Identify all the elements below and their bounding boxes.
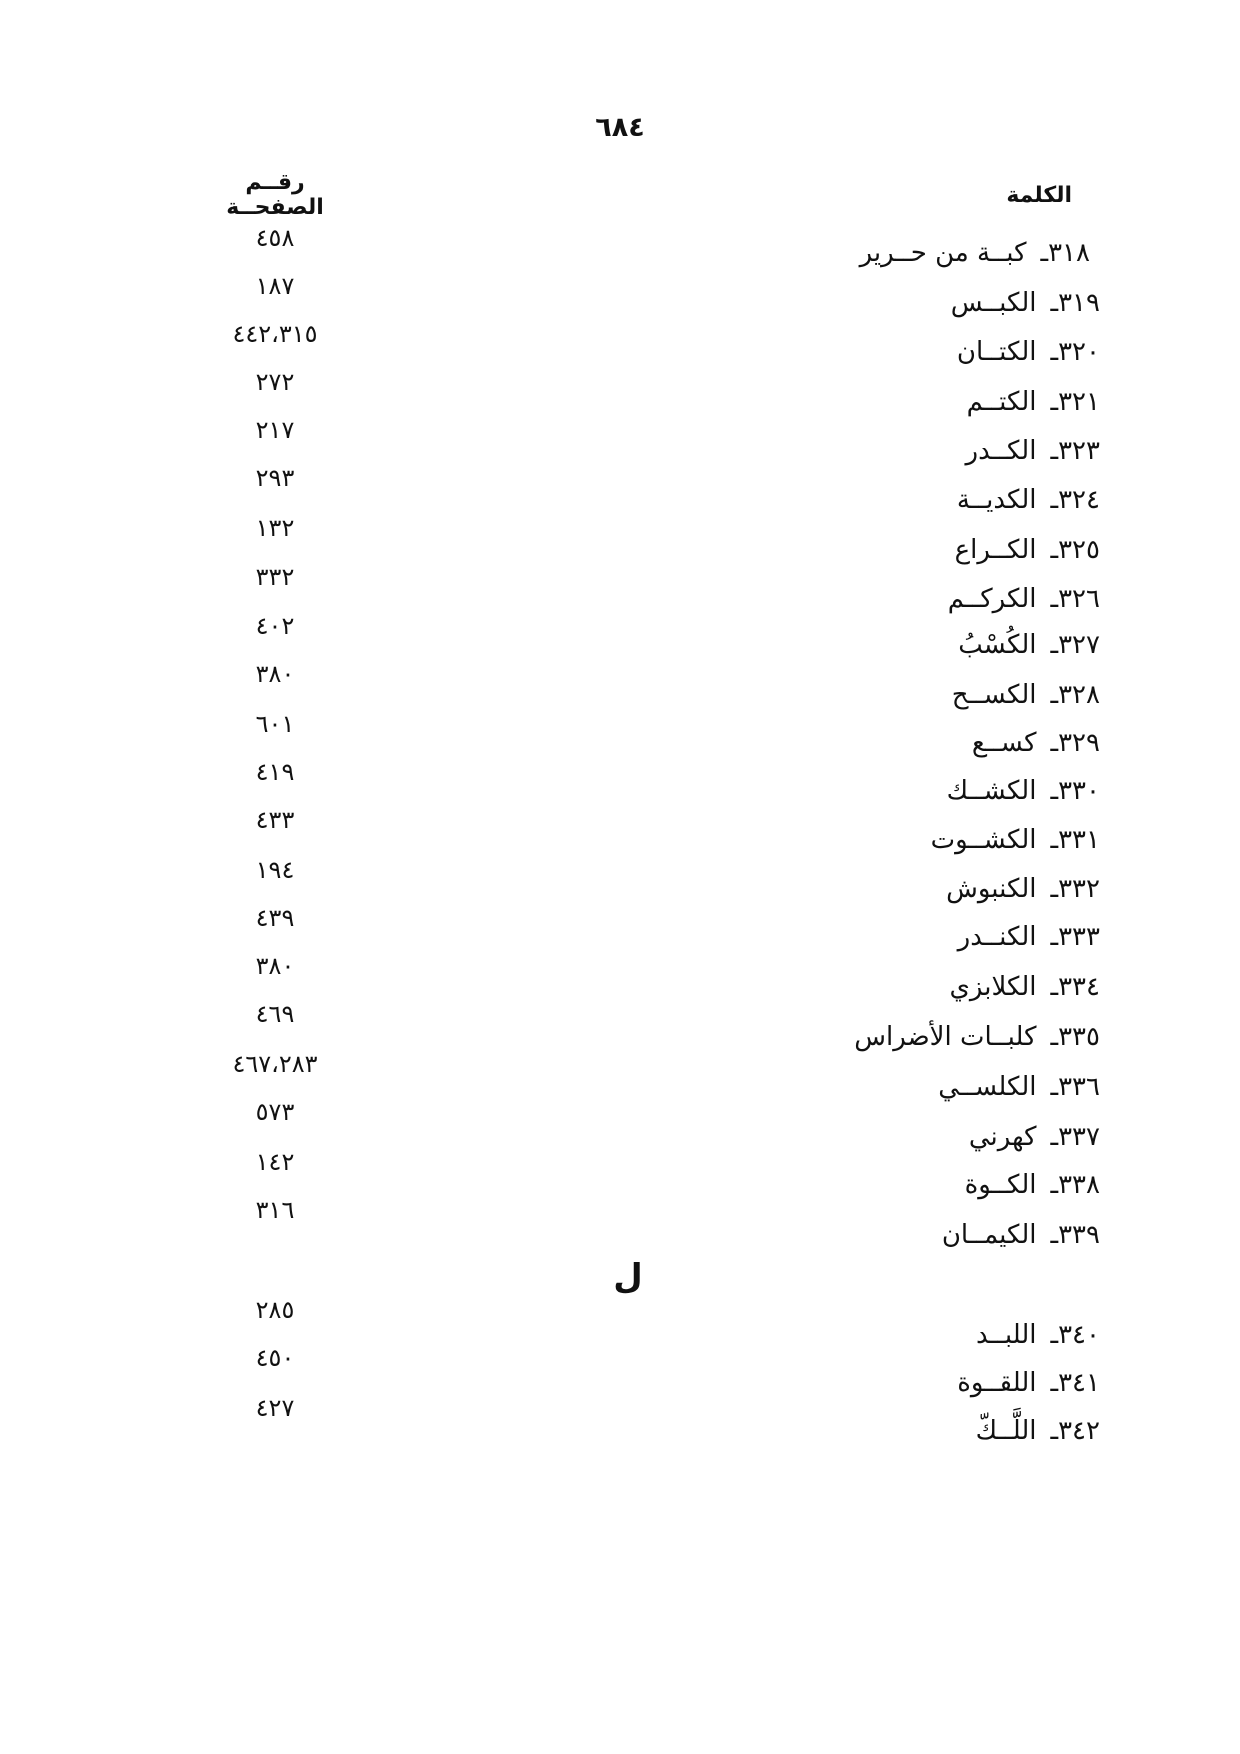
entry-number: ٣٤٠ـ: [1050, 1320, 1100, 1350]
column-header-word: الكلمة: [1006, 183, 1072, 208]
entry-number: ٣٣٣ـ: [1050, 922, 1100, 952]
entry-word: اللَّــكّ: [975, 1416, 1037, 1446]
entry-page-number: ٤٣٩: [255, 904, 295, 932]
entry-page-number: ٤٦٧،٢٨٣: [232, 1050, 318, 1078]
entry-word: الكــدر: [965, 436, 1037, 466]
index-entry: [972, 728, 1100, 758]
entry-word: الكنــدر: [957, 922, 1037, 952]
entry-word: الكــراع: [954, 535, 1037, 565]
entry-page-number: ٤٢٧: [255, 1394, 295, 1422]
index-entry: [966, 436, 1100, 466]
index-entry: [946, 874, 1100, 904]
entry-number: ٣٣٨ـ: [1050, 1170, 1100, 1200]
entry-number: ٣٣٦ـ: [1050, 1072, 1100, 1102]
entry-word: الكــوة: [964, 1170, 1037, 1200]
entry-word: اللبــد: [975, 1320, 1037, 1350]
entry-page-number: ٤٤٢،٣١٥: [232, 320, 318, 348]
index-entry: [942, 1220, 1100, 1250]
entry-page-number: ٢٧٢: [255, 368, 295, 396]
entry-page-number: ٣١٦: [255, 1196, 295, 1224]
section-letter: ل: [613, 1257, 643, 1297]
index-entry: [958, 630, 1100, 660]
entry-word: الكركــم: [947, 584, 1037, 614]
entry-number: ٣٢٩ـ: [1050, 728, 1100, 758]
entry-page-number: ٢١٧: [255, 416, 295, 444]
entry-number: ٣١٩ـ: [1050, 288, 1100, 318]
index-entry: [854, 1022, 1100, 1052]
entry-page-number: ٤٣٣: [255, 806, 295, 834]
index-entry: [957, 1368, 1100, 1398]
index-entry: [958, 922, 1100, 952]
entry-page-number: ١٤٢: [255, 1148, 295, 1176]
entry-page-number: ٦٠١: [255, 710, 295, 738]
entry-page-number: ٤٥٨: [255, 224, 295, 252]
entry-number: ٣٢٠ـ: [1050, 337, 1100, 367]
entry-word: كســع: [971, 728, 1037, 758]
entry-number: ٣٢٧ـ: [1050, 630, 1100, 660]
entry-number: ٣٤١ـ: [1050, 1368, 1100, 1398]
entry-number: ٣٣٧ـ: [1050, 1122, 1100, 1152]
entry-word: الكشــوت: [930, 825, 1037, 855]
index-entry: [955, 535, 1100, 565]
index-entry: [957, 337, 1100, 367]
entry-page-number: ٤٠٢: [255, 612, 295, 640]
index-entry: [957, 485, 1100, 515]
entry-number: ٣٢٣ـ: [1050, 436, 1100, 466]
entry-number: ٣٣٥ـ: [1050, 1022, 1100, 1052]
entry-word: الكشــك: [946, 776, 1037, 806]
entry-page-number: ٣٨٠: [255, 952, 295, 980]
index-entry: [931, 825, 1100, 855]
column-header-page-number: رقــم الصفحــة: [226, 170, 324, 220]
entry-word: اللقــوة: [957, 1368, 1037, 1398]
page-number: ٦٨٤: [595, 112, 645, 143]
entry-page-number: ٤٦٩: [255, 1000, 295, 1028]
index-entry: [967, 387, 1100, 417]
entry-word: الكتــان: [956, 337, 1037, 367]
entry-page-number: ٤١٩: [255, 758, 295, 786]
entry-page-number: ٥٧٣: [255, 1098, 295, 1126]
entry-page-number: ١٩٤: [255, 856, 295, 884]
entry-word: الكلابزي: [949, 972, 1037, 1002]
entry-page-number: ٣٣٢: [255, 563, 295, 591]
entry-word: الكُسْبُ: [958, 630, 1037, 660]
entry-word: الكنبوش: [946, 874, 1037, 904]
index-entry: [976, 1320, 1100, 1350]
entry-page-number: ٢٨٥: [255, 1296, 295, 1324]
entry-number: ٣٢٤ـ: [1050, 485, 1100, 515]
index-entry: [951, 288, 1100, 318]
entry-word: الكســح: [951, 680, 1037, 710]
index-entry: [947, 776, 1100, 806]
index-entry: [969, 1122, 1100, 1152]
entry-number: ٣٣٠ـ: [1050, 776, 1100, 806]
entry-word: الكتــم: [966, 387, 1037, 417]
index-entry: [965, 1170, 1100, 1200]
entry-word: الكلســي: [938, 1072, 1037, 1102]
entry-number: ٣٣١ـ: [1050, 825, 1100, 855]
index-entry: [938, 1072, 1100, 1102]
index-entry: [950, 972, 1100, 1002]
entry-number: ٣٣٤ـ: [1050, 972, 1100, 1002]
entry-number: ٣٢٨ـ: [1050, 680, 1100, 710]
entry-page-number: ١٣٢: [255, 514, 295, 542]
entry-number: ٣٢١ـ: [1050, 387, 1100, 417]
index-entry: [976, 1416, 1100, 1446]
entry-number: ٣٢٦ـ: [1050, 584, 1100, 614]
entry-number: ٣١٨ـ: [1040, 238, 1090, 268]
entry-number: ٣٤٢ـ: [1050, 1416, 1100, 1446]
entry-word: الكديــة: [956, 485, 1037, 515]
entry-word: الكيمــان: [941, 1220, 1037, 1250]
entry-word: كبــة من حــرير: [859, 238, 1027, 268]
entry-number: ٣٢٥ـ: [1050, 535, 1100, 565]
entry-page-number: ٣٨٠: [255, 660, 295, 688]
entry-page-number: ٢٩٣: [255, 464, 295, 492]
entry-word: الكبــس: [950, 288, 1037, 318]
entry-page-number: ١٨٧: [255, 272, 295, 300]
index-entry: [952, 680, 1100, 710]
entry-word: كلبــات الأضراس: [854, 1022, 1037, 1052]
index-entry: [948, 584, 1100, 614]
entry-number: ٣٣٢ـ: [1050, 874, 1100, 904]
entry-page-number: ٤٥٠: [255, 1344, 295, 1372]
index-entry: [860, 238, 1090, 268]
entry-word: كهرني: [968, 1122, 1037, 1152]
entry-number: ٣٣٩ـ: [1050, 1220, 1100, 1250]
